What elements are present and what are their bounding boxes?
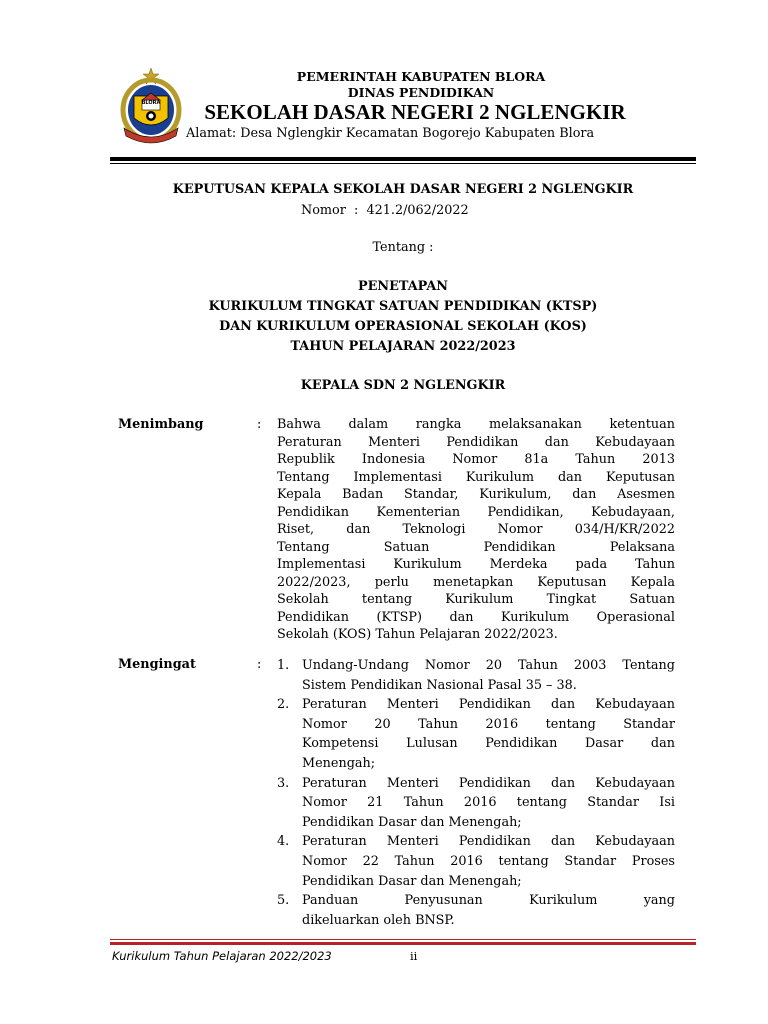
menimbang-label: Menimbang <box>118 417 204 432</box>
menimbang-line: Sekolah (KOS) Tahun Pelajaran 2022/2023. <box>277 627 558 642</box>
list-item-line: Panduan Penyusunan Kurikulum yang <box>302 893 675 909</box>
decree-number-value: 421.2/062/2022 <box>366 203 469 218</box>
menimbang-line: Implementasi Kurikulum Merdeka pada Tahun <box>277 557 675 572</box>
footer-text: Kurikulum Tahun Pelajaran 2022/2023 <box>112 949 332 963</box>
list-item <box>277 891 675 930</box>
list-item-line: Peraturan Menteri Pendidikan dan Kebudayaan <box>302 775 675 791</box>
footer-divider-thin <box>110 939 696 940</box>
list-item-line: dikeluarkan oleh BNSP. <box>302 912 455 928</box>
list-item-line: Nomor 20 Tahun 2016 tentang Standar <box>302 716 675 732</box>
list-item-line: Peraturan Menteri Pendidikan dan Kebudayaan <box>302 697 675 713</box>
subject-line-3: DAN KURIKULUM OPERASIONAL SEKOLAH (KOS) <box>219 319 587 334</box>
government-line: PEMERINTAH KABUPATEN BLORA <box>296 69 546 84</box>
list-item-line: Undang-Undang Nomor 20 Tahun 2003 Tentang <box>302 658 675 673</box>
menimbang-line: Republik Indonesia Nomor 81a Tahun 2013 <box>277 452 675 467</box>
list-item-line: Menengah; <box>302 755 376 771</box>
menimbang-line: Kepala Badan Standar, Kurikulum, dan Asesmen <box>277 487 675 502</box>
decree-number <box>301 203 469 218</box>
school-address: Alamat: Desa Nglengkir Kecamatan Bogorejo Kabupaten Blora <box>186 126 595 141</box>
header-divider-thick <box>110 157 696 161</box>
menimbang-line: Tentang Satuan Pendidikan Pelaksana <box>277 539 675 555</box>
list-item-line: Pendidikan Dasar dan Menengah; <box>302 873 522 889</box>
list-item-number: 2. <box>277 697 290 713</box>
menimbang-paragraph <box>277 416 675 644</box>
authority-heading: KEPALA SDN 2 NGLENGKIR <box>300 378 506 393</box>
tentang-label: Tentang : <box>372 240 434 255</box>
menimbang-colon: : <box>257 417 262 432</box>
menimbang-line: Pendidikan Kementerian Pendidikan, Kebudayaan, <box>277 504 675 520</box>
list-item-number: 5. <box>277 893 290 909</box>
footer-divider-thick <box>110 942 696 945</box>
list-item-line: Kompetensi Lulusan Pendidikan Dasar dan <box>302 736 675 752</box>
menimbang-line: Tentang Implementasi Kurikulum dan Keputusan <box>277 469 675 485</box>
menimbang-line: Sekolah tentang Kurikulum Tingkat Satuan <box>277 592 675 607</box>
decree-title: KEPUTUSAN KEPALA SEKOLAH DASAR NEGERI 2 NGLENGKIR <box>172 182 634 197</box>
list-item-line: Nomor 22 Tahun 2016 tentang Standar Proses <box>302 853 675 869</box>
department-line: DINAS PENDIDIKAN <box>347 85 495 100</box>
list-item-line: Sistem Pendidikan Nasional Pasal 35 – 38. <box>302 677 577 693</box>
list-item-number: 4. <box>277 834 290 850</box>
mengingat-label: Mengingat <box>118 657 196 672</box>
menimbang-line: Riset, dan Teknologi Nomor 034/H/KR/2022 <box>277 522 675 537</box>
subject-line-2: KURIKULUM TINGKAT SATUAN PENDIDIKAN (KTSP) <box>208 299 598 314</box>
list-item-number: 1. <box>277 658 290 673</box>
menimbang-line: Bahwa dalam rangka melaksanakan ketentuan <box>277 417 675 432</box>
mengingat-list <box>277 656 675 930</box>
subject-line-4: TAHUN PELAJARAN 2022/2023 <box>290 339 516 354</box>
list-item <box>277 774 675 833</box>
header-divider-thin <box>110 163 696 164</box>
menimbang-line: Peraturan Menteri Pendidikan dan Kebudayaan <box>277 434 675 450</box>
list-item-line: Peraturan Menteri Pendidikan dan Kebudayaan <box>302 834 675 850</box>
list-item-line: Nomor 21 Tahun 2016 tentang Standar Isi <box>302 795 675 811</box>
blora-regency-emblem-icon <box>120 66 182 146</box>
svg-text:BLORA: BLORA <box>141 100 161 106</box>
decree-number-sep: : <box>354 203 359 218</box>
page-number: ii <box>410 949 418 963</box>
mengingat-colon: : <box>257 657 262 672</box>
school-name: SEKOLAH DASAR NEGERI 2 NGLENGKIR <box>204 100 626 124</box>
list-item <box>277 832 675 891</box>
list-item-number: 3. <box>277 775 290 791</box>
menimbang-line: Pendidikan (KTSP) dan Kurikulum Operasional <box>277 609 675 625</box>
decree-number-label: Nomor <box>301 203 346 218</box>
menimbang-line: 2022/2023, perlu menetapkan Keputusan Kepala <box>277 574 675 590</box>
subject-line-1: PENETAPAN <box>358 279 448 294</box>
list-item-line: Pendidikan Dasar dan Menengah; <box>302 814 522 830</box>
list-item <box>277 656 675 695</box>
list-item <box>277 695 675 773</box>
